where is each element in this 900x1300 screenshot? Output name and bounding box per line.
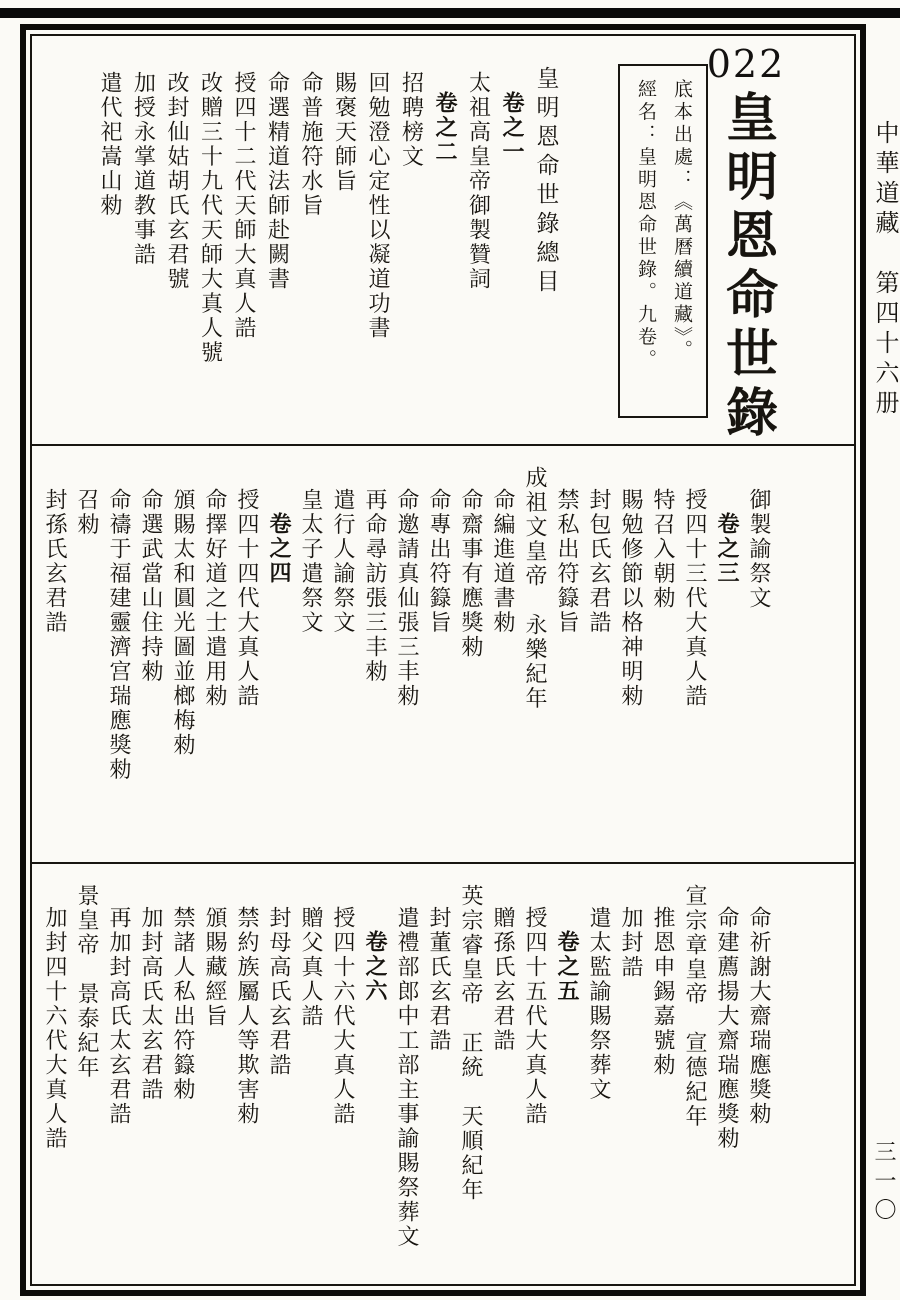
outer-border-frame (20, 24, 866, 1296)
toc-entry: 禁諸人私出符籙勑 (171, 906, 196, 1102)
toc-entry: 加封誥 (619, 906, 644, 980)
toc-entry: 改贈三十九代天師大真人號 (198, 71, 224, 365)
toc-entry: 加封四十六代大真人誥 (43, 906, 68, 1151)
toc-entry: 授四十二代天師大真人誥 (232, 71, 257, 341)
collection-volume-label: 中華道藏 第四十六册 (871, 120, 897, 420)
main-title: 皇明恩命世錄 (717, 89, 775, 444)
toc-section-2 (32, 444, 854, 862)
toc-section-3 (32, 862, 854, 1300)
toc-entry: 再加封高氏太玄君誥 (107, 906, 132, 1127)
serial-title-column (688, 44, 804, 444)
toc-entry: 加封高氏太玄君誥 (139, 906, 164, 1102)
emperor-reign-line: 英宗睿皇帝 正統 天順紀年 (459, 884, 484, 1203)
toc-heading: 皇明恩命世錄總目 (533, 66, 559, 298)
toc-entry: 封包氏玄君誥 (587, 488, 612, 635)
toc-entry: 御製諭祭文 (747, 488, 772, 611)
emperor-reign-line: 景皇帝 景泰紀年 (75, 884, 100, 1080)
toc-entry: 命邀請真仙張三丰勑 (395, 488, 420, 709)
chapter-label: 卷之三 (715, 512, 740, 586)
serial-number: 022 (706, 42, 786, 86)
toc-entry: 命擇好道之士遣用勑 (203, 488, 228, 709)
toc-entry: 賜勉修節以格神明勑 (619, 488, 644, 709)
chapter-label: 卷之一 (500, 91, 525, 165)
toc-entry: 封母高氏玄君誥 (267, 906, 292, 1078)
toc-entry: 授四十四代大真人誥 (235, 488, 260, 709)
toc-entry: 太祖高皇帝御製贊詞 (466, 71, 492, 292)
chapter-label: 卷之二 (433, 91, 458, 165)
toc-entry: 再命尋訪張三丰勑 (363, 488, 388, 684)
toc-entry: 命選武當山住持勑 (139, 488, 164, 684)
emperor-reign-line: 成祖文皇帝 永樂紀年 (523, 466, 548, 711)
toc-entry: 命專出符籙旨 (427, 488, 452, 635)
toc-entry: 禁私出符籙旨 (555, 488, 580, 635)
toc-entry: 皇太子遣祭文 (299, 488, 324, 635)
toc-entry: 命禱于福建靈濟宫瑞應獎勑 (107, 488, 132, 782)
toc-entry: 遣禮部郎中工部主事諭賜祭葬文 (395, 906, 420, 1249)
toc-columns-2 (32, 446, 785, 862)
toc-entry: 頒賜藏經旨 (203, 906, 228, 1029)
toc-entry: 贈父真人誥 (299, 906, 324, 1029)
toc-entry: 加授永掌道教事誥 (131, 71, 157, 267)
toc-entry: 遣行人諭祭文 (331, 488, 356, 635)
toc-entry: 授四十六代大真人誥 (331, 906, 356, 1127)
toc-entry: 改封仙姑胡氏玄君號 (165, 71, 190, 292)
title-block (614, 36, 854, 444)
toc-entry: 授四十三代大真人誥 (683, 488, 708, 709)
toc-entry: 封董氏玄君誥 (427, 906, 452, 1053)
page-number: 三一〇 (872, 1140, 897, 1227)
emperor-reign-line: 宣宗章皇帝 宣德紀年 (683, 884, 708, 1129)
toc-entry: 命編進道書勑 (491, 488, 516, 635)
note-line-source: 底本出處：《萬曆續道藏》。 (671, 79, 692, 362)
chapter-label: 卷之四 (267, 512, 292, 586)
toc-entry: 推恩申錫嘉號勑 (651, 906, 676, 1078)
note-line-scripture-name: 經名：皇明恩命世錄。九卷。 (635, 79, 656, 372)
toc-entry: 召勑 (75, 488, 100, 537)
toc-entry: 授四十五代大真人誥 (523, 906, 548, 1127)
toc-entry: 特召入朝勑 (651, 488, 676, 611)
scan-edge-band (0, 8, 900, 18)
toc-columns-3 (32, 864, 785, 1300)
toc-entry: 贈孫氏玄君誥 (491, 906, 516, 1053)
toc-entry: 禁約族屬人等欺害勑 (235, 906, 260, 1127)
toc-entry: 回勉澄心定性以凝道功書 (366, 71, 391, 341)
toc-entry: 頒賜太和圓光圖並榔梅勑 (171, 488, 196, 758)
chapter-label: 卷之五 (555, 930, 580, 1004)
toc-section-1 (32, 36, 854, 444)
toc-entry: 命祈謝大齋瑞應獎勑 (747, 906, 772, 1127)
toc-entry: 命普施符水旨 (299, 71, 324, 218)
toc-entry: 命選精道法師赴闕書 (265, 71, 291, 292)
toc-entry: 命齋事有應獎勑 (459, 488, 484, 660)
chapter-label: 卷之六 (363, 930, 388, 1004)
inner-border-frame (30, 34, 856, 1286)
toc-entry: 封孫氏玄君誥 (43, 488, 68, 635)
toc-entry: 招聘榜文 (399, 71, 425, 169)
toc-columns-1 (32, 36, 614, 444)
toc-entry: 命建薦揚大齋瑞應獎勑 (715, 906, 740, 1151)
toc-entry: 遣代祀嵩山勑 (98, 71, 123, 218)
toc-entry: 遣太監諭賜祭葬文 (587, 906, 612, 1102)
toc-entry: 賜褒天師旨 (332, 71, 358, 194)
